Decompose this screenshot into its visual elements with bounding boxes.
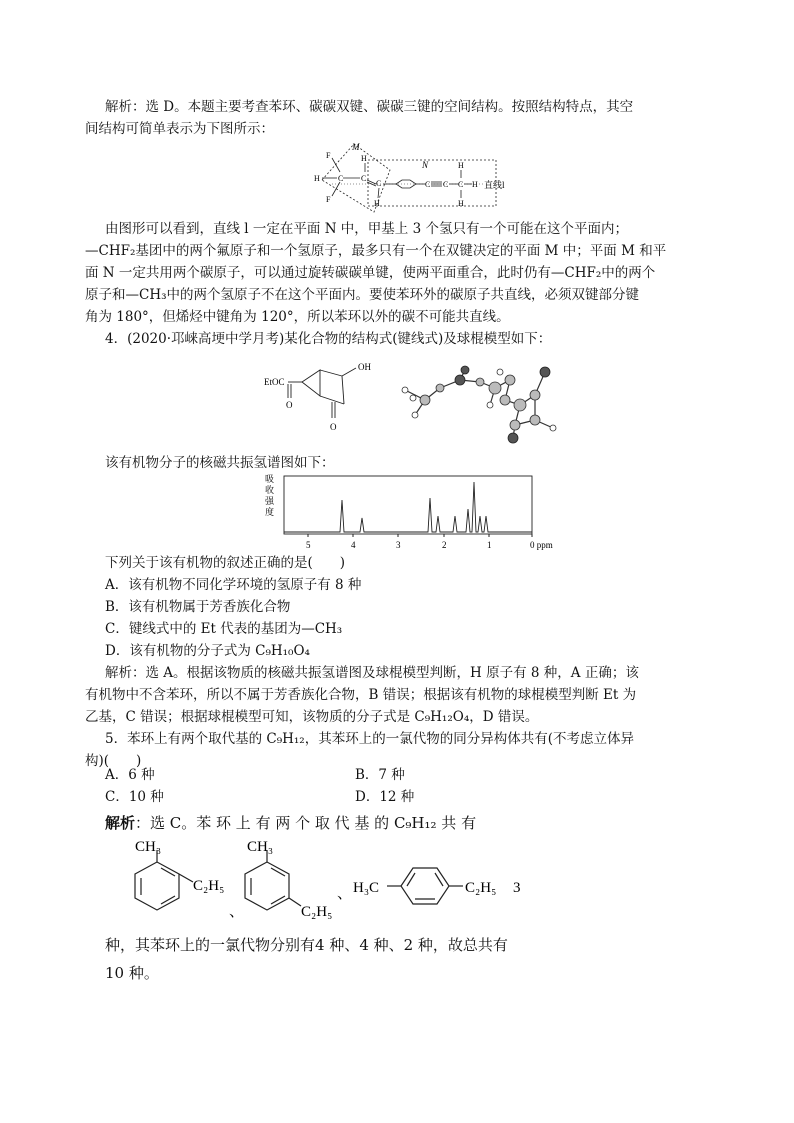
nmr-tick-5: 5 <box>306 540 311 550</box>
q5-option-d: D．12 种 <box>355 789 415 805</box>
q5-option-b: B．7 种 <box>355 767 405 783</box>
q5-analysis-line1: 解析：选 C。苯 环 上 有 两 个 取 代 基 的 C₉H₁₂ 共 有 <box>105 814 477 832</box>
q4-option-c: C．键线式中的 Et 代表的基团为—CH₃ <box>105 621 343 637</box>
svg-text:C: C <box>338 174 344 183</box>
etoc-label: EtOC <box>264 377 285 387</box>
q4-question: 下列关于该有机物的叙述正确的是( ) <box>105 555 346 571</box>
svg-text:H: H <box>472 180 478 189</box>
q5-option-c: C．10 种 <box>105 789 164 805</box>
svg-text:OH: OH <box>358 362 371 372</box>
q3-body-line2: —CHF₂基团中的两个氟原子和一个氢原子，最多只有一个在双键决定的平面 M 中；平面 M 和平 <box>85 243 667 259</box>
nmr-tick-0: 0 ppm <box>530 540 553 550</box>
svg-text:3: 3 <box>513 880 521 896</box>
svg-text:H₃C: H₃C <box>353 880 380 896</box>
nmr-tick-3: 3 <box>396 540 401 550</box>
q4-option-b: B．该有机物属于芳香族化合物 <box>105 599 291 615</box>
q5-option-a: A．6 种 <box>105 767 155 783</box>
svg-text:F: F <box>326 195 331 204</box>
q4-option-d: D．该有机物的分子式为 C₉H₁₀O₄ <box>105 643 310 659</box>
svg-text:、: 、 <box>337 886 353 902</box>
q5-analysis-label: 解析 <box>105 814 136 832</box>
q3-body-line4: 原子和—CH₃中的两个氢原子不在这个平面内。要使苯环外的碳原子共直线，必须双键部分键 <box>85 287 640 303</box>
svg-text:CH₃: CH₃ <box>135 839 162 855</box>
svg-text:CH₃: CH₃ <box>247 839 274 855</box>
plane-n-label: N <box>422 160 429 170</box>
svg-text:吸: 吸 <box>265 474 275 484</box>
svg-text:C₂H₅: C₂H₅ <box>193 878 225 894</box>
nmr-tick-1: 1 <box>487 540 492 550</box>
svg-text:C₂H₅: C₂H₅ <box>465 880 497 896</box>
q5-stem-line1: 5．苯环上有两个取代基的 C₉H₁₂，其苯环上的一氯代物的同分异构体共有(不考虑立体异 <box>105 731 634 747</box>
q4-analysis-line1: 解析：选 A。根据该物质的核磁共振氢谱图及球棍模型判断，H 原子有 8 种，A 正确；该 <box>105 665 639 681</box>
nmr-tick-4: 4 <box>351 540 356 550</box>
svg-text:H: H <box>374 199 380 208</box>
q3-analysis-line1: 解析：选 D。本题主要考查苯环、碳碳双键、碳碳三键的空间结构。按照结构特点，其空 <box>105 99 634 115</box>
spatial-structure-figure <box>312 140 532 216</box>
svg-text:H: H <box>458 161 464 170</box>
svg-text:、: 、 <box>229 904 245 920</box>
skeletal-formula <box>262 358 392 440</box>
line-l-label: 直线l <box>484 180 505 190</box>
svg-text:F: F <box>326 151 331 160</box>
svg-text:C: C <box>361 174 367 183</box>
ball-and-stick-model <box>385 350 575 445</box>
q5-analysis-line2: 种，其苯环上的一氯代物分别有4 种、4 种、2 种，故总共有 <box>105 936 508 954</box>
svg-text:C: C <box>443 180 449 189</box>
svg-text:收: 收 <box>265 485 275 495</box>
q3-body-line1: 由图形可以看到，直线 l 一定在平面 N 中，甲基上 3 个氢只有一个可能在这个平面内； <box>105 221 628 237</box>
svg-text:C₂H₅: C₂H₅ <box>301 904 333 920</box>
q4-stem: 4．(2020·邛崃高埂中学月考)某化合物的结构式(键线式)及球棍模型如下： <box>105 331 552 347</box>
c9h12-isomer-structures <box>105 838 525 938</box>
nmr-spectrum <box>260 472 570 552</box>
svg-text:H: H <box>361 154 367 163</box>
svg-text:强: 强 <box>265 496 275 506</box>
q4-analysis-line2: 有机物中不含苯环，所以不属于芳香族化合物，B 错误；根据该有机物的球棍模型判断 Et 为 <box>85 687 637 703</box>
q4-option-a: A．该有机物不同化学环境的氢原子有 8 种 <box>105 577 362 593</box>
nmr-tick-2: 2 <box>442 540 447 550</box>
plane-m-label: M <box>352 142 360 152</box>
svg-text:H: H <box>458 199 464 208</box>
svg-text:C: C <box>376 179 382 188</box>
q5-stem-line2: 构)( ) <box>85 753 142 769</box>
svg-text:C: C <box>458 180 464 189</box>
svg-text:H: H <box>314 174 320 183</box>
svg-text:度: 度 <box>265 507 275 517</box>
svg-text:O: O <box>286 400 293 410</box>
svg-text:O: O <box>330 422 337 432</box>
q3-body-line3: 面 N 一定共用两个碳原子，可以通过旋转碳碳单键，使两平面重合，此时仍有—CHF₂中的两个 <box>85 265 656 281</box>
q3-body-line5: 角为 180°，但烯烃中键角为 120°，所以苯环以外的碳不可能共直线。 <box>85 309 510 325</box>
svg-text:C: C <box>425 180 431 189</box>
q5-analysis-line3: 10 种。 <box>105 964 159 982</box>
q4-nmr-intro: 该有机物分子的核磁共振氢谱图如下： <box>105 455 335 471</box>
q4-analysis-line3: 乙基，C 错误；根据球棍模型可知，该物质的分子式是 C₉H₁₂O₄，D 错误。 <box>85 709 539 725</box>
q3-analysis-line2: 间结构可简单表示为下图所示： <box>85 121 274 137</box>
